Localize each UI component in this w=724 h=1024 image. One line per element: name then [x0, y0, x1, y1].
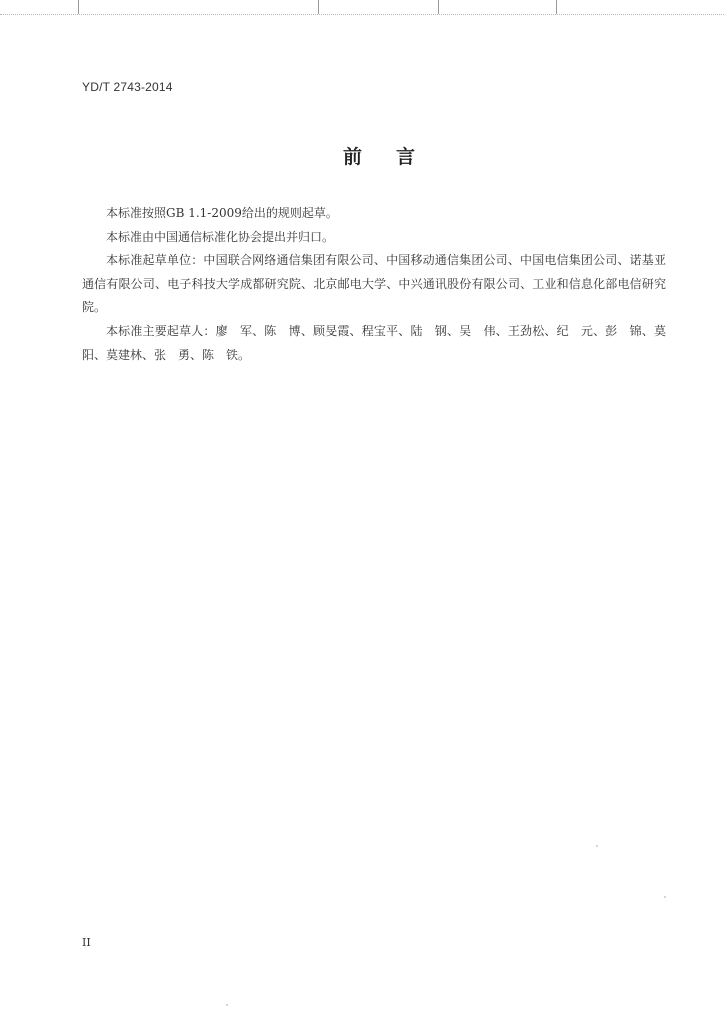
- scan-mark: [556, 0, 557, 14]
- scan-mark: [318, 0, 319, 14]
- paragraph-proposer: 本标准由中国通信标准化协会提出并归口。: [106, 229, 335, 244]
- paragraph-drafting-units: 本标准起草单位：中国联合网络通信集团有限公司、中国移动通信集团公司、中国电信集团公司、诺基亚通信有限公司、电子科技大学成都研究院、北京邮电大学、中兴通讯股份有限公司、工业和信息化部电信研究院。: [82, 253, 666, 315]
- scan-speck: [596, 845, 598, 847]
- paragraph-drafters: 本标准主要起草人：廖 军、陈 博、顾旻霞、程宝平、陆 钢、吴 伟、王劲松、纪 元、彭 锦、莫 阳、莫建林、张 勇、陈 铁。: [82, 323, 679, 362]
- scan-speck: [226, 1004, 228, 1006]
- scan-edge: [0, 0, 724, 15]
- paragraph-drafting-rules: 本标准按照GB 1.1-2009给出的规则起草。: [106, 206, 338, 220]
- section-title: 前言: [342, 146, 449, 168]
- document-body: [82, 202, 679, 367]
- scan-speck: [664, 896, 666, 898]
- page-number: II: [82, 936, 91, 949]
- scan-mark: [78, 0, 79, 14]
- scan-mark: [438, 0, 439, 14]
- document-code: YD/T 2743-2014: [82, 80, 173, 94]
